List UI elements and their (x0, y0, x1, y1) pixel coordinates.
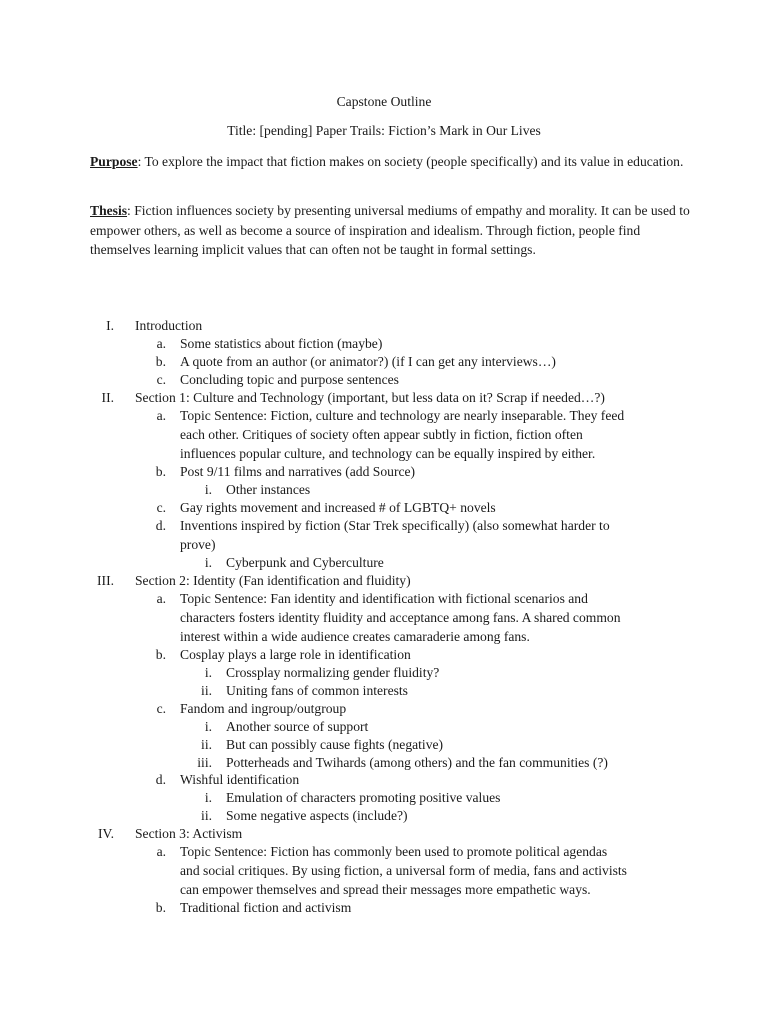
thesis-paragraph (90, 201, 690, 260)
item-marker: a. (156, 844, 166, 859)
subitem-marker: ii. (201, 808, 212, 823)
item-text: Topic Sentence: Fiction has commonly been used to promote political agendas (180, 844, 608, 859)
item-text: can empower themselves and spread their messages more empathetic ways. (180, 882, 591, 897)
item-marker: b. (155, 647, 166, 662)
purpose-paragraph (90, 152, 690, 172)
section-title: Section 3: Activism (135, 826, 243, 841)
subitem-marker: i. (204, 719, 212, 734)
subitem-marker: i. (204, 555, 212, 570)
item-marker: a. (156, 408, 166, 423)
subitem-text: Potterheads and Twihards (among others) and the fan communities (?) (226, 755, 608, 770)
item-text: interest within a wide audience creates camaraderie among fans. (180, 629, 530, 644)
thesis-label: Thesis (90, 203, 128, 218)
document-heading: Capstone Outline (336, 94, 432, 109)
item-text: Wishful identification (180, 772, 300, 787)
item-marker: b. (155, 464, 166, 479)
item-text: Topic Sentence: Fan identity and identification with fictional scenarios and (180, 591, 588, 606)
item-text: prove) (180, 537, 216, 552)
item-text: Gay rights movement and increased # of LGBTQ+ novels (180, 500, 496, 515)
item-text: Traditional fiction and activism (180, 900, 352, 915)
subitem-marker: i. (204, 790, 212, 805)
item-text: Concluding topic and purpose sentences (180, 372, 399, 387)
roman-numeral: IV. (98, 826, 114, 841)
section-title: Section 1: Culture and Technology (important, but less data on it? Scrap if needed…?) (135, 390, 605, 405)
item-marker: a. (156, 336, 166, 351)
item-marker: c. (156, 701, 166, 716)
item-text: A quote from an author (or animator?) (if I can get any interviews…) (180, 354, 556, 369)
item-text: Some statistics about fiction (maybe) (180, 336, 383, 351)
item-marker: d. (155, 518, 166, 533)
item-marker: a. (156, 591, 166, 606)
roman-numeral: II. (101, 390, 114, 405)
subitem-text: Another source of support (226, 719, 369, 734)
subitem-text: But can possibly cause fights (negative) (226, 737, 444, 752)
item-text: Topic Sentence: Fiction, culture and technology are nearly inseparable. They feed (180, 408, 625, 423)
item-marker: c. (156, 372, 166, 387)
roman-numeral: I. (106, 318, 114, 333)
item-text: Inventions inspired by fiction (Star Trek specifically) (also somewhat harder to (180, 518, 610, 533)
item-marker: b. (155, 900, 166, 915)
item-marker: d. (155, 772, 166, 787)
item-text: Fandom and ingroup/outgroup (180, 701, 347, 716)
item-marker: c. (156, 500, 166, 515)
item-text: Cosplay plays a large role in identification (180, 647, 411, 662)
subitem-marker: ii. (201, 683, 212, 698)
item-text: characters fosters identity fluidity and acceptance among fans. A shared common (180, 610, 621, 625)
item-text: each other. Critiques of society often appear subtly in fiction, fiction often (180, 427, 583, 442)
section-title: Introduction (135, 318, 203, 333)
subitem-text: Some negative aspects (include?) (226, 808, 408, 823)
roman-numeral: III. (97, 573, 114, 588)
item-text: influences popular culture, and technology can be equally inspired by either. (180, 446, 596, 461)
document-title: Title: [pending] Paper Trails: Fiction’s Mark in Our Lives (227, 123, 541, 138)
subitem-text: Cyberpunk and Cyberculture (226, 555, 384, 570)
subitem-marker: i. (204, 665, 212, 680)
subitem-text: Other instances (226, 482, 311, 497)
subitem-marker: i. (204, 482, 212, 497)
item-marker: b. (155, 354, 166, 369)
section-title: Section 2: Identity (Fan identification and fluidity) (135, 573, 411, 588)
thesis-text: : Fiction influences society by presenting universal mediums of empathy and morality. It can be used to empower others, as well as become a source of inspiration and idealism. Through fiction, people find themselves learning implicit values that can often not be taught in formal settings. (90, 203, 690, 257)
subitem-text: Emulation of characters promoting positive values (226, 790, 501, 805)
purpose-label: Purpose (90, 154, 138, 169)
item-text: and social critiques. By using fiction, a universal form of media, fans and activists (180, 863, 627, 878)
purpose-text: : To explore the impact that fiction makes on society (people specifically) and its value in education. (137, 154, 684, 169)
subitem-text: Crossplay normalizing gender fluidity? (226, 665, 440, 680)
subitem-marker: ii. (201, 737, 212, 752)
subitem-marker: iii. (197, 755, 212, 770)
subitem-text: Uniting fans of common interests (226, 683, 408, 698)
item-text: Post 9/11 films and narratives (add Source) (180, 464, 416, 479)
